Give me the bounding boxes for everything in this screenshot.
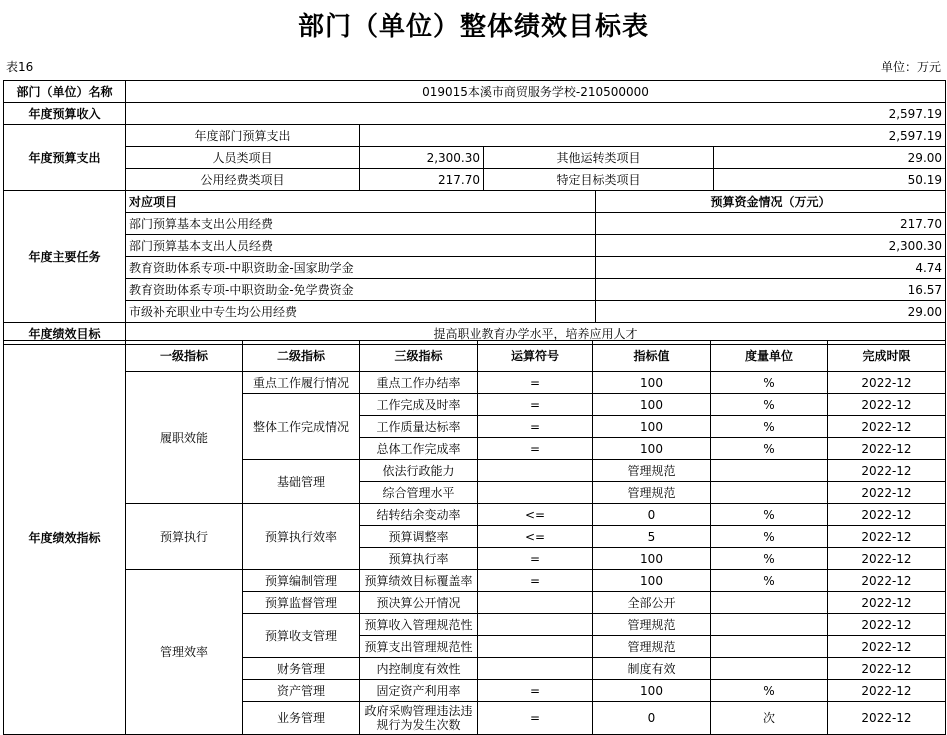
value-cell: 100: [593, 416, 711, 438]
value-cell: 制度有效: [593, 658, 711, 680]
unit-cell: %: [711, 570, 828, 592]
deadline-cell: 2022-12: [828, 636, 946, 658]
tasks-col-item: 对应项目: [126, 191, 596, 213]
value-cell: 管理规范: [593, 614, 711, 636]
value-cell: 100: [593, 680, 711, 702]
l2-cell: 重点工作履行情况: [243, 372, 360, 394]
value-cell: 100: [593, 394, 711, 416]
operator-cell: =: [478, 548, 593, 570]
personnel-value: 2,300.30: [360, 147, 484, 169]
unit-cell: %: [711, 504, 828, 526]
task-name: 部门预算基本支出人员经费: [126, 235, 596, 257]
l3-cell: 预算调整率: [360, 526, 478, 548]
expense-total-value: 2,597.19: [360, 125, 946, 147]
header-unit: 度量单位: [711, 341, 828, 372]
unit-cell: 次: [711, 702, 828, 735]
operator-cell: [478, 614, 593, 636]
l2-cell: 资产管理: [243, 680, 360, 702]
header-l2: 二级指标: [243, 341, 360, 372]
unit-cell: %: [711, 372, 828, 394]
task-name: 部门预算基本支出公用经费: [126, 213, 596, 235]
task-value: 29.00: [596, 301, 946, 323]
operator-cell: =: [478, 702, 593, 735]
l1-cell: 履职效能: [126, 372, 243, 504]
operator-cell: <=: [478, 526, 593, 548]
indicators-label: 年度绩效指标: [4, 341, 126, 735]
value-cell: 管理规范: [593, 636, 711, 658]
operator-cell: [478, 592, 593, 614]
l2-cell: 预算编制管理: [243, 570, 360, 592]
value-cell: 100: [593, 438, 711, 460]
operator-cell: =: [478, 680, 593, 702]
l3-cell: 工作质量达标率: [360, 416, 478, 438]
deadline-cell: 2022-12: [828, 570, 946, 592]
operator-cell: [478, 658, 593, 680]
operator-cell: <=: [478, 504, 593, 526]
other-label: 其他运转类项目: [484, 147, 714, 169]
income-label: 年度预算收入: [4, 103, 126, 125]
unit-cell: [711, 482, 828, 504]
value-cell: 100: [593, 548, 711, 570]
operator-cell: [478, 460, 593, 482]
operator-cell: =: [478, 438, 593, 460]
value-cell: 5: [593, 526, 711, 548]
deadline-cell: 2022-12: [828, 680, 946, 702]
deadline-cell: 2022-12: [828, 614, 946, 636]
l3-cell: 预决算公开情况: [360, 592, 478, 614]
specific-value: 50.19: [714, 169, 946, 191]
unit-cell: %: [711, 438, 828, 460]
l3-cell: 工作完成及时率: [360, 394, 478, 416]
task-name: 教育资助体系专项-中职资助金-国家助学金: [126, 257, 596, 279]
l2-cell: 财务管理: [243, 658, 360, 680]
other-value: 29.00: [714, 147, 946, 169]
task-value: 217.70: [596, 213, 946, 235]
task-value: 16.57: [596, 279, 946, 301]
value-cell: 管理规范: [593, 482, 711, 504]
l3-cell: 预算支出管理规范性: [360, 636, 478, 658]
deadline-cell: 2022-12: [828, 416, 946, 438]
unit-label: 单位：万元: [880, 60, 941, 74]
l3-cell: 结转结余变动率: [360, 504, 478, 526]
l3-cell: 固定资产利用率: [360, 680, 478, 702]
header-operator: 运算符号: [478, 341, 593, 372]
operator-cell: =: [478, 570, 593, 592]
l3-cell: 依法行政能力: [360, 460, 478, 482]
summary-table: [3, 80, 946, 345]
unit-cell: [711, 614, 828, 636]
l2-cell: 整体工作完成情况: [243, 394, 360, 460]
deadline-cell: 2022-12: [828, 592, 946, 614]
operator-cell: =: [478, 372, 593, 394]
deadline-cell: 2022-12: [828, 460, 946, 482]
page-title: 部门（单位）整体绩效目标表: [297, 12, 649, 42]
indicators-table: [3, 340, 946, 735]
value-cell: 100: [593, 570, 711, 592]
public-label: 公用经费类项目: [126, 169, 360, 191]
header-value: 指标值: [593, 341, 711, 372]
operator-cell: [478, 482, 593, 504]
l3-cell: 预算绩效目标覆盖率: [360, 570, 478, 592]
header-l3: 三级指标: [360, 341, 478, 372]
unit-cell: %: [711, 548, 828, 570]
value-cell: 0: [593, 702, 711, 735]
personnel-label: 人员类项目: [126, 147, 360, 169]
income-value: 2,597.19: [126, 103, 946, 125]
value-cell: 0: [593, 504, 711, 526]
operator-cell: [478, 636, 593, 658]
unit-cell: %: [711, 416, 828, 438]
l3-cell: 内控制度有效性: [360, 658, 478, 680]
dept-value: 019015本溪市商贸服务学校-210500000: [126, 81, 946, 103]
unit-cell: %: [711, 394, 828, 416]
task-value: 4.74: [596, 257, 946, 279]
l3-cell: 综合管理水平: [360, 482, 478, 504]
l3-cell: 重点工作办结率: [360, 372, 478, 394]
l3-cell: 政府采购管理违法违规行为发生次数: [360, 702, 478, 735]
l2-cell: 基础管理: [243, 460, 360, 504]
l2-cell: 预算执行效率: [243, 504, 360, 570]
deadline-cell: 2022-12: [828, 658, 946, 680]
deadline-cell: 2022-12: [828, 394, 946, 416]
table-number: 表16: [6, 60, 34, 74]
value-cell: 全部公开: [593, 592, 711, 614]
deadline-cell: 2022-12: [828, 504, 946, 526]
unit-cell: [711, 636, 828, 658]
deadline-cell: 2022-12: [828, 482, 946, 504]
l3-cell: 预算收入管理规范性: [360, 614, 478, 636]
unit-cell: %: [711, 680, 828, 702]
l2-cell: 业务管理: [243, 702, 360, 735]
unit-cell: [711, 658, 828, 680]
tasks-col-budget: 预算资金情况（万元）: [596, 191, 946, 213]
unit-cell: [711, 460, 828, 482]
deadline-cell: 2022-12: [828, 526, 946, 548]
unit-cell: [711, 592, 828, 614]
deadline-cell: 2022-12: [828, 702, 946, 735]
operator-cell: =: [478, 394, 593, 416]
task-value: 2,300.30: [596, 235, 946, 257]
goal-value: 提高职业教育办学水平，培养应用人才: [126, 323, 946, 345]
deadline-cell: 2022-12: [828, 438, 946, 460]
task-name: 市级补充职业中专生均公用经费: [126, 301, 596, 323]
deadline-cell: 2022-12: [828, 548, 946, 570]
goal-label: 年度绩效目标: [4, 323, 126, 345]
unit-cell: %: [711, 526, 828, 548]
specific-label: 特定目标类项目: [484, 169, 714, 191]
public-value: 217.70: [360, 169, 484, 191]
dept-label: 部门（单位）名称: [4, 81, 126, 103]
expense-total-label: 年度部门预算支出: [126, 125, 360, 147]
l1-cell: 管理效率: [126, 570, 243, 735]
l3-cell: 总体工作完成率: [360, 438, 478, 460]
header-deadline: 完成时限: [828, 341, 946, 372]
value-cell: 管理规范: [593, 460, 711, 482]
expense-label: 年度预算支出: [4, 125, 126, 191]
l2-cell: 预算监督管理: [243, 592, 360, 614]
l2-cell: 预算收支管理: [243, 614, 360, 658]
l3-cell: 预算执行率: [360, 548, 478, 570]
operator-cell: =: [478, 416, 593, 438]
header-l1: 一级指标: [126, 341, 243, 372]
deadline-cell: 2022-12: [828, 372, 946, 394]
task-name: 教育资助体系专项-中职资助金-免学费资金: [126, 279, 596, 301]
value-cell: 100: [593, 372, 711, 394]
l1-cell: 预算执行: [126, 504, 243, 570]
tasks-label: 年度主要任务: [4, 191, 126, 323]
